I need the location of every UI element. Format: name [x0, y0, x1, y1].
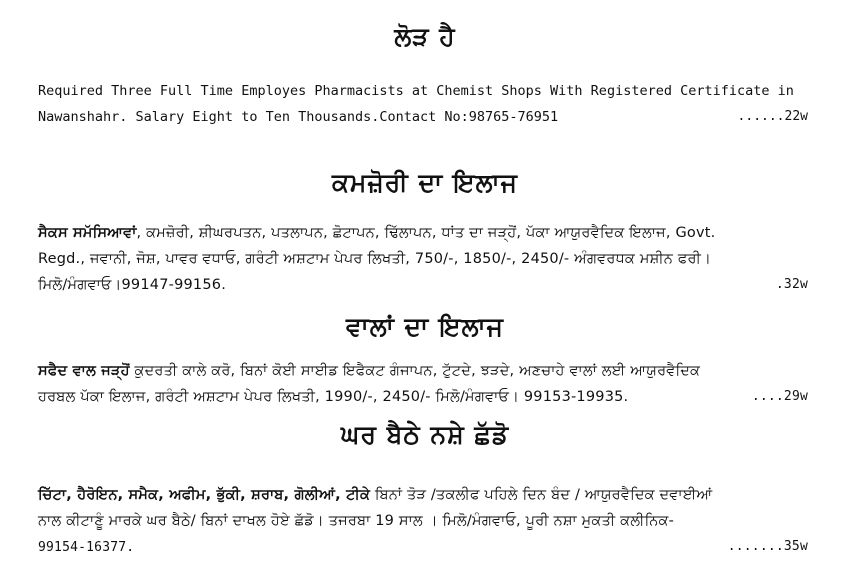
ad3-line-2-text: ਹਰਬਲ ਪੱਕਾ ਇਲਾਜ, ਗਰੰਟੀ ਅਸ਼ਟਾਮ ਪੇਪਰ ਲਿਖਤੀ, 1990/-, 2450/- ਮਿਲੋ/ਮੰਗਵਾਓ। 99153-19935. [38, 389, 629, 405]
ad4-code: .......35w [727, 539, 808, 554]
ad2-lead: ਸੈਕਸ ਸਮੱਸਿਆਵਾਂ [38, 225, 137, 241]
ad3-code: ....29w [751, 389, 808, 404]
ad1-line-2-text: Nawanshahr. Salary Eight to Ten Thousands.Contact No:98765-76951 [38, 109, 559, 125]
ad2-line-3 [38, 272, 808, 298]
ad4-line-1-text: ਬਿਨਾਂ ਤੋੜ /ਤਕਲੀਫ ਪਹਿਲੇ ਦਿਨ ਬੰਦ / ਆਯੁਰਵੈਦਿਕ ਦਵਾਈਆਂ [370, 487, 713, 503]
ad4-line-3-text: 99154-16377. [38, 540, 135, 555]
ad2-line-3-text: ਮਿਲੋ/ਮੰਗਵਾਓ।99147-99156. [38, 277, 227, 293]
ad4-body [38, 482, 808, 561]
ad1-body [38, 78, 808, 130]
ad4-line-3 [38, 534, 808, 561]
ad1-line-1: Required Three Full Time Employes Pharmacists at Chemist Shops With Registered Certificate in [38, 83, 794, 99]
ad3-body [38, 358, 808, 410]
ad3-line-1 [38, 358, 808, 384]
ad4-line-1 [38, 482, 808, 508]
ad2-heading: ਕਮਜ਼ੋਰੀ ਦਾ ਇਲਾਜ [331, 168, 519, 197]
ad2-body [38, 220, 808, 298]
ad3-lead: ਸਫੈਦ ਵਾਲ ਜੜ੍ਹੋਂ [38, 363, 130, 379]
ad1-line-2 [38, 104, 808, 130]
ad3-heading: ਵਾਲਾਂ ਦਾ ਇਲਾਜ [346, 312, 504, 341]
ad1-code: ......22w [737, 109, 808, 124]
ad3-line-2 [38, 384, 808, 410]
ad2-line-1 [38, 220, 808, 246]
ad3-line-1-text: ਕੁਦਰਤੀ ਕਾਲੇ ਕਰੋ, ਬਿਨਾਂ ਕੋਈ ਸਾਈਡ ਇਫੈਕਟ ਗੰਜਾਪਨ, ਟੁੱਟਦੇ, ਝੜਦੇ, ਅਣਚਾਹੇ ਵਾਲਾਂ ਲਈ ਆਯੁਰਵੈਦਿਕ [129, 363, 701, 379]
ad4-line-2: ਨਾਲ ਕੀਟਾਣੂੰ ਮਾਰਕੇ ਘਰ ਬੈਠੇ/ ਬਿਨਾਂ ਦਾਖਲ ਹੋਏ ਛੱਡੋ। ਤਜਰਬਾ 19 ਸਾਲ । ਮਿਲੋ/ਮੰਗਵਾਓ, ਪੂਰੀ ਨਸ਼ਾ ਮੁਕਤੀ ਕਲੀਨਿਕ- [38, 513, 675, 529]
ad2-line-1-text: , ਕਮਜ਼ੋਰੀ, ਸ਼ੀਘਰਪਤਨ, ਪਤਲਾਪਨ, ਛੋਟਾਪਨ, ਢਿੱਲਾਪਨ, ਧਾਂਤ ਦਾ ਜੜ੍ਹੋਂ, ਪੱਕਾ ਆਯੁਰਵੈਦਿਕ ਇਲਾਜ, Govt. [136, 225, 716, 241]
ad4-lead: ਚਿੱਟਾ, ਹੈਰੋਇਨ, ਸਮੈਕ, ਅਫੀਮ, ਭੁੱਕੀ, ਸ਼ਰਾਬ, ਗੋਲੀਆਂ, ਟੀਕੇ [38, 487, 371, 503]
ad2-code: .32w [775, 277, 808, 292]
ad4-heading: ਘਰ ਬੈਠੇ ਨਸ਼ੇ ਛੱਡੋ [340, 420, 510, 449]
ad1-heading: ਲੋੜ ਹੈ [394, 22, 456, 51]
ad2-line-2: Regd., ਜਵਾਨੀ, ਜੋਸ਼, ਪਾਵਰ ਵਧਾਓ, ਗਰੰਟੀ ਅਸ਼ਟਾਮ ਪੇਪਰ ਲਿਖਤੀ, 750/-, 1850/-, 2450/- ਅੰਗਵਰਧਕ ਮਸ਼ੀਨ ਫਰੀ। [38, 251, 712, 267]
